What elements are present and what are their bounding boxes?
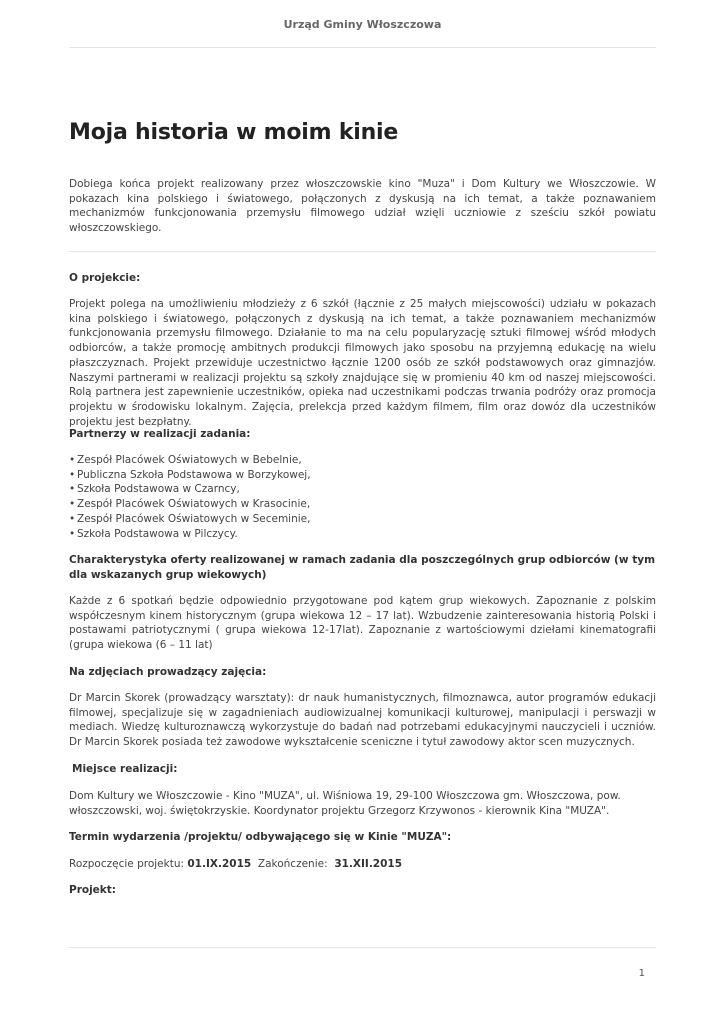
photos-heading: Na zdjęciach prowadzący zajęcia: [69, 666, 267, 678]
article-title: Moja historia w moim kinie [69, 120, 399, 145]
end-date: 31.XII.2015 [334, 858, 403, 870]
partners-heading: Partnerzy w realizacji zadania: [69, 428, 251, 440]
term-dates [69, 857, 656, 872]
footer-divider [69, 947, 656, 948]
list-item: • Zespół Placówek Oświatowych w Krasocinie, [69, 497, 656, 512]
start-label: Rozpoczęcie projektu: [69, 858, 185, 870]
list-item: • Zespół Placówek Oświatowych w Bebelnie, [69, 453, 656, 468]
page-number: 1 [638, 968, 645, 979]
characteristics-text: Każde z 6 spotkań będzie odpowiednio przygotowane pod kątem grup wiekowych. Zapoznanie z polskim współczesnym kinem historycznym (grupa wiekowa 12 – 17 lat). Wzbudzenie zainteresowania historią Polski i postawami patriotycznymi ( grupa wiekowa 12-17lat). Zapoznanie z wartościowymi dziełami kinematografii (grupa wiekowa (6 – 11 lat) [69, 595, 656, 652]
term-heading: Termin wydarzenia /projektu/ odbywającego się w Kinie "MUZA": [69, 831, 452, 843]
start-date: 01.IX.2015 [187, 858, 252, 870]
article-intro: Dobiega końca projekt realizowany przez włoszczowskie kino "Muza" i Dom Kultury we Włoszczowie. W pokazach kina polskiego i światowego, połączonych z dyskusją na ich temat, a także poznawaniem mechanizmów funkcjonowania przemysłu filmowego udział wzięli uczniowie z sześciu szkół powiatu włoszczowskiego. [69, 178, 656, 235]
about-heading: O projekcie: [69, 272, 141, 284]
end-label: Zakończenie: [257, 858, 328, 870]
partners-list [69, 453, 656, 541]
list-item: • Zespół Placówek Oświatowych w Seceminie, [69, 512, 656, 527]
list-item: • Szkoła Podstawowa w Czarncy, [69, 482, 656, 497]
intro-divider [69, 251, 656, 252]
about-text: Projekt polega na umożliwieniu młodzieży z 6 szkół (łącznie z 25 małych miejscowości) udziału w pokazach kina polskiego i światowego, połączonych z dyskusją na ich temat, a także poznawaniem mechanizmów funkcjonowania przemysłu filmowego. Działanie to ma na celu popularyzację sztuki filmowej wśród młodych odbiorców, a także promocję ambitnych produkcji filmowych jako sposobu na przyjemną edukację na wielu płaszczyznach. Projekt przewiduje uczestnictwo łącznie 1200 osób ze szkół podstawowych oraz gimnazjów. Naszymi partnerami w realizacji projektu są szkoły znajdujące się w promieniu 40 km od naszej miejscowości. Rolą partnera jest zapewnienie uczestników, opieka nad uczestnikami podczas trwania podróży oraz promocja projektu w środowisku lokalnym. Zajęcia, prelekcja przed każdym filmem, film oraz dowóz dla uczestników projektu jest bezpłatny. [69, 298, 656, 428]
site-title: Urząd Gminy Włoszczowa [283, 18, 442, 31]
characteristics-heading: Charakterystyka oferty realizowanej w ramach zadania dla poszczególnych grup odbiorców (w tym dla wskazanych grup wiekowych) [69, 554, 656, 581]
place-text: Dom Kultury we Włoszczowie - Kino "MUZA", ul. Wiśniowa 19, 29-100 Włoszczowa gm. Włoszczowa, pow. włoszczowski, woj. świętokrzyskie. Koordynator projektu Grzegorz Krzywonos - kierownik Kina "MUZA". [69, 790, 621, 817]
place-heading: Miejsce realizacji: [72, 763, 178, 775]
photos-text: Dr Marcin Skorek (prowadzący warsztaty): dr nauk humanistycznych, filmoznawca, autor programów edukacji filmowej, specjalizuje się w zagadnieniach audiowizualnej komunikacji kulturowej, manipulacji i perswazji w mediach. Wiedzę kulturoznawczą wykorzystuje do badań nad potrzebami edukacyjnymi nauczycieli i uczniów. Dr Marcin Skorek posiada też zawodowe wykształcenie sceniczne i tytuł zawodowy aktor scen muzycznych. [69, 692, 656, 749]
list-item: • Publiczna Szkoła Podstawowa w Borzykowej, [69, 468, 656, 483]
list-item: • Szkoła Podstawowa w Pilczycy. [69, 527, 656, 542]
project-heading: Projekt: [69, 884, 117, 896]
header-divider [69, 47, 656, 48]
